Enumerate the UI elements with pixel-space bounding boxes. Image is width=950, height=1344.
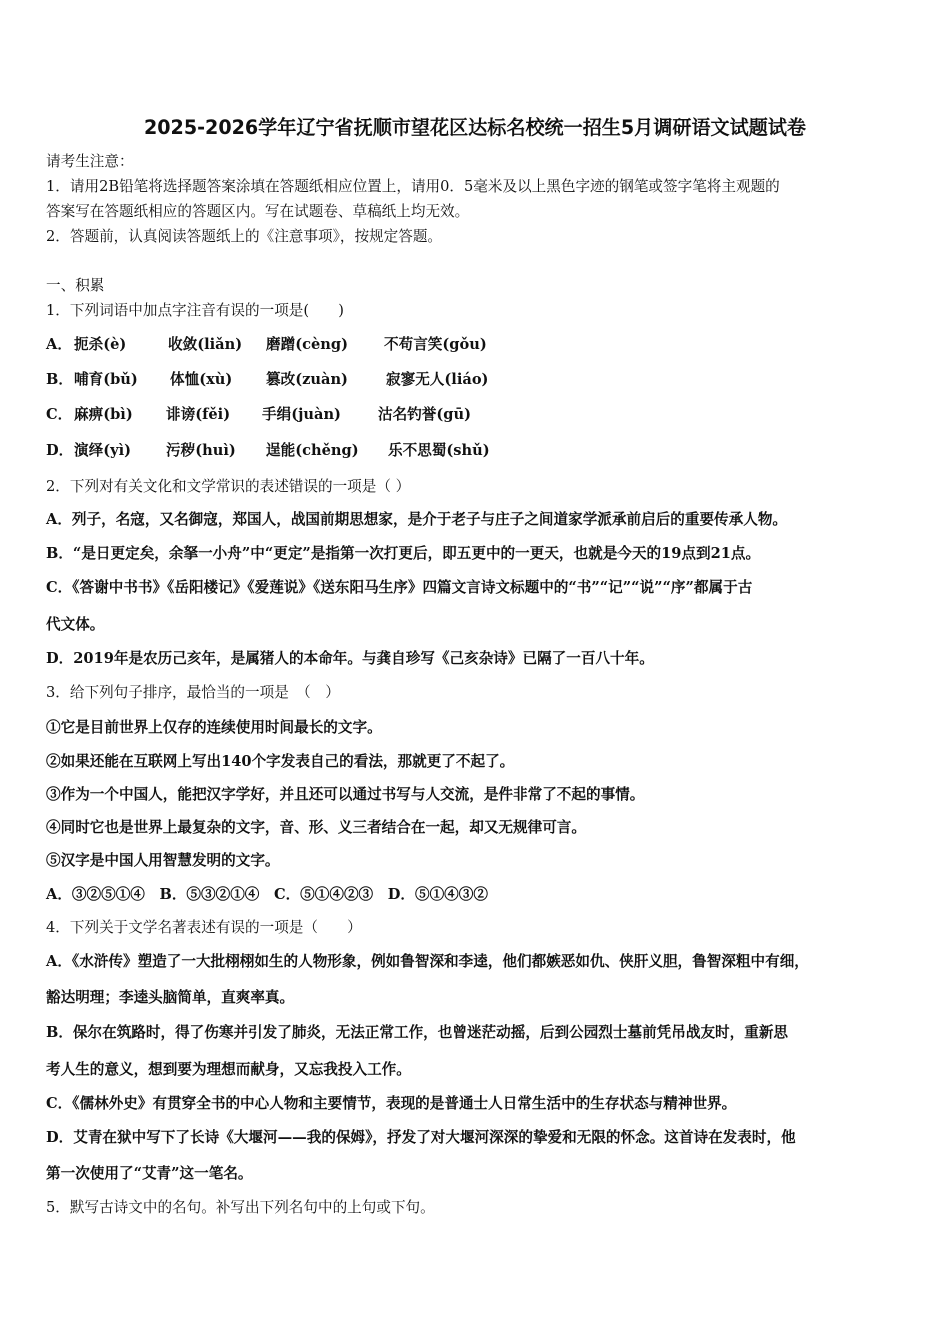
notice-heading: 请考生注意：: [46, 153, 134, 170]
option-item: 体恤(xù): [170, 371, 233, 388]
q3-sentence: ⑤汉字是中国人用智慧发明的文字。: [46, 852, 280, 869]
q4-option-b-cont: 考人生的意义，想到要为理想而献身，又忘我投入工作。: [46, 1061, 411, 1078]
q4-option-a-cont: 豁达明理；李逵头脑简单，直爽率真。: [46, 989, 295, 1006]
q1-option-a: [46, 335, 566, 357]
q2-option-c-cont: 代文体。: [46, 616, 105, 633]
q4-option-a: A．《水浒传》塑造了一大批栩栩如生的人物形象，例如鲁智深和李逵，他们都嫉恶如仇、侠肝义胆，鲁智深粗中有细，: [46, 953, 809, 970]
option-label: C．: [46, 406, 73, 423]
q3-sentence: ③作为一个中国人，能把汉字学好，并且还可以通过书写与人交流，是件非常了不起的事情。: [46, 786, 645, 803]
page-title: 2025-2026学年辽宁省抚顺市望花区达标名校统一招生5月调研语文试题试卷: [143, 116, 807, 139]
question-stem: 4．下列关于文学名著表述有误的一项是（ ）: [46, 919, 362, 936]
q1-option-b: [46, 370, 566, 392]
option-item: 不苟言笑(gǒu): [384, 336, 487, 353]
q3-sentence: ②如果还能在互联网上写出140个字发表自己的看法，那就更了不起了。: [46, 753, 515, 770]
q2-option-c: C．《答谢中书书》《岳阳楼记》《爱莲说》《送东阳马生序》四篇文言诗文标题中的“书”“记”“说”“序”都属于古: [46, 579, 753, 596]
option-item: 乐不思蜀(shǔ): [388, 442, 490, 459]
q4-option-d-cont: 第一次使用了“艾青”这一笔名。: [46, 1165, 253, 1182]
question-stem: 3．给下列句子排序，最恰当的一项是 （ ）: [46, 684, 340, 701]
option-item: 沽名钓誉(gū): [378, 406, 471, 423]
option-item: 扼杀(è): [74, 336, 127, 353]
option-item: 篡改(zuàn): [266, 371, 348, 388]
option-item: 污秽(huì): [166, 442, 236, 459]
q3-sentence: ④同时它也是世界上最复杂的文字，音、形、义三者结合在一起，却又无规律可言。: [46, 819, 586, 836]
question-stem: 5．默写古诗文中的名句。补写出下列名句中的上句或下句。: [46, 1199, 435, 1216]
question-stem: 2．下列对有关文化和文学常识的表述错误的一项是（ ）: [46, 478, 411, 495]
q1-option-d: [46, 441, 566, 463]
notice-line: 答案写在答题纸相应的答题区内。写在试题卷、草稿纸上均无效。: [46, 203, 470, 220]
q1-option-c: [46, 405, 566, 427]
q4-option-c: C．《儒林外史》有贯穿全书的中心人物和主要情节，表现的是普通士人日常生活中的生存状态与精神世界。: [46, 1095, 737, 1112]
option-label: D．: [46, 442, 74, 459]
q3-options: A．③②⑤①④ B．⑤③②①④ C．⑤①④②③ D．⑤①④③②: [46, 886, 488, 903]
section-heading: 一、积累: [46, 277, 105, 294]
q4-option-b: B．保尔在筑路时，得了伤寒并引发了肺炎，无法正常工作，也曾迷茫动摇，后到公园烈士墓前凭吊战友时，重新思: [46, 1024, 789, 1041]
q2-option-d: D．2019年是农历己亥年，是属猪人的本命年。与龚自珍写《己亥杂诗》已隔了一百八十年。: [46, 650, 654, 667]
q4-option-d: D．艾青在狱中写下了长诗《大堰河——我的保姆》，抒发了对大堰河深深的挚爱和无限的怀念。这首诗在发表时，他: [46, 1129, 796, 1146]
option-item: 手绢(juàn): [262, 406, 341, 423]
q2-option-a: A．列子，名寇，又名御寇，郑国人，战国前期思想家，是介于老子与庄子之间道家学派承前启后的重要传承人物。: [46, 511, 788, 528]
option-label: A．: [46, 336, 72, 353]
option-item: 寂寥无人(liáo): [386, 371, 489, 388]
notice-line: 2．答题前，认真阅读答题纸上的《注意事项》，按规定答题。: [46, 228, 443, 245]
option-item: 演绎(yì): [74, 442, 132, 459]
option-item: 收敛(liǎn): [168, 336, 243, 353]
option-item: 麻痹(bì): [74, 406, 133, 423]
option-item: 诽谤(fěi): [166, 406, 231, 423]
q3-sentence: ①它是目前世界上仅存的连续使用时间最长的文字。: [46, 719, 382, 736]
option-item: 哺育(bǔ): [74, 371, 138, 388]
option-label: B．: [46, 371, 73, 388]
option-item: 磨蹭(cèng): [266, 336, 348, 353]
question-stem: 1．下列词语中加点字注音有误的一项是( ): [46, 302, 344, 319]
q2-option-b: B．“是日更定矣，余拏一小舟”中“更定”是指第一次打更后，即五更中的一更天，也就是今天的19点到21点。: [46, 545, 761, 562]
option-item: 逞能(chěng): [266, 442, 359, 459]
notice-line: 1．请用2B铅笔将选择题答案涂填在答题纸相应位置上，请用0．5毫米及以上黑色字迹的钢笔或签字笔将主观题的: [46, 178, 780, 195]
